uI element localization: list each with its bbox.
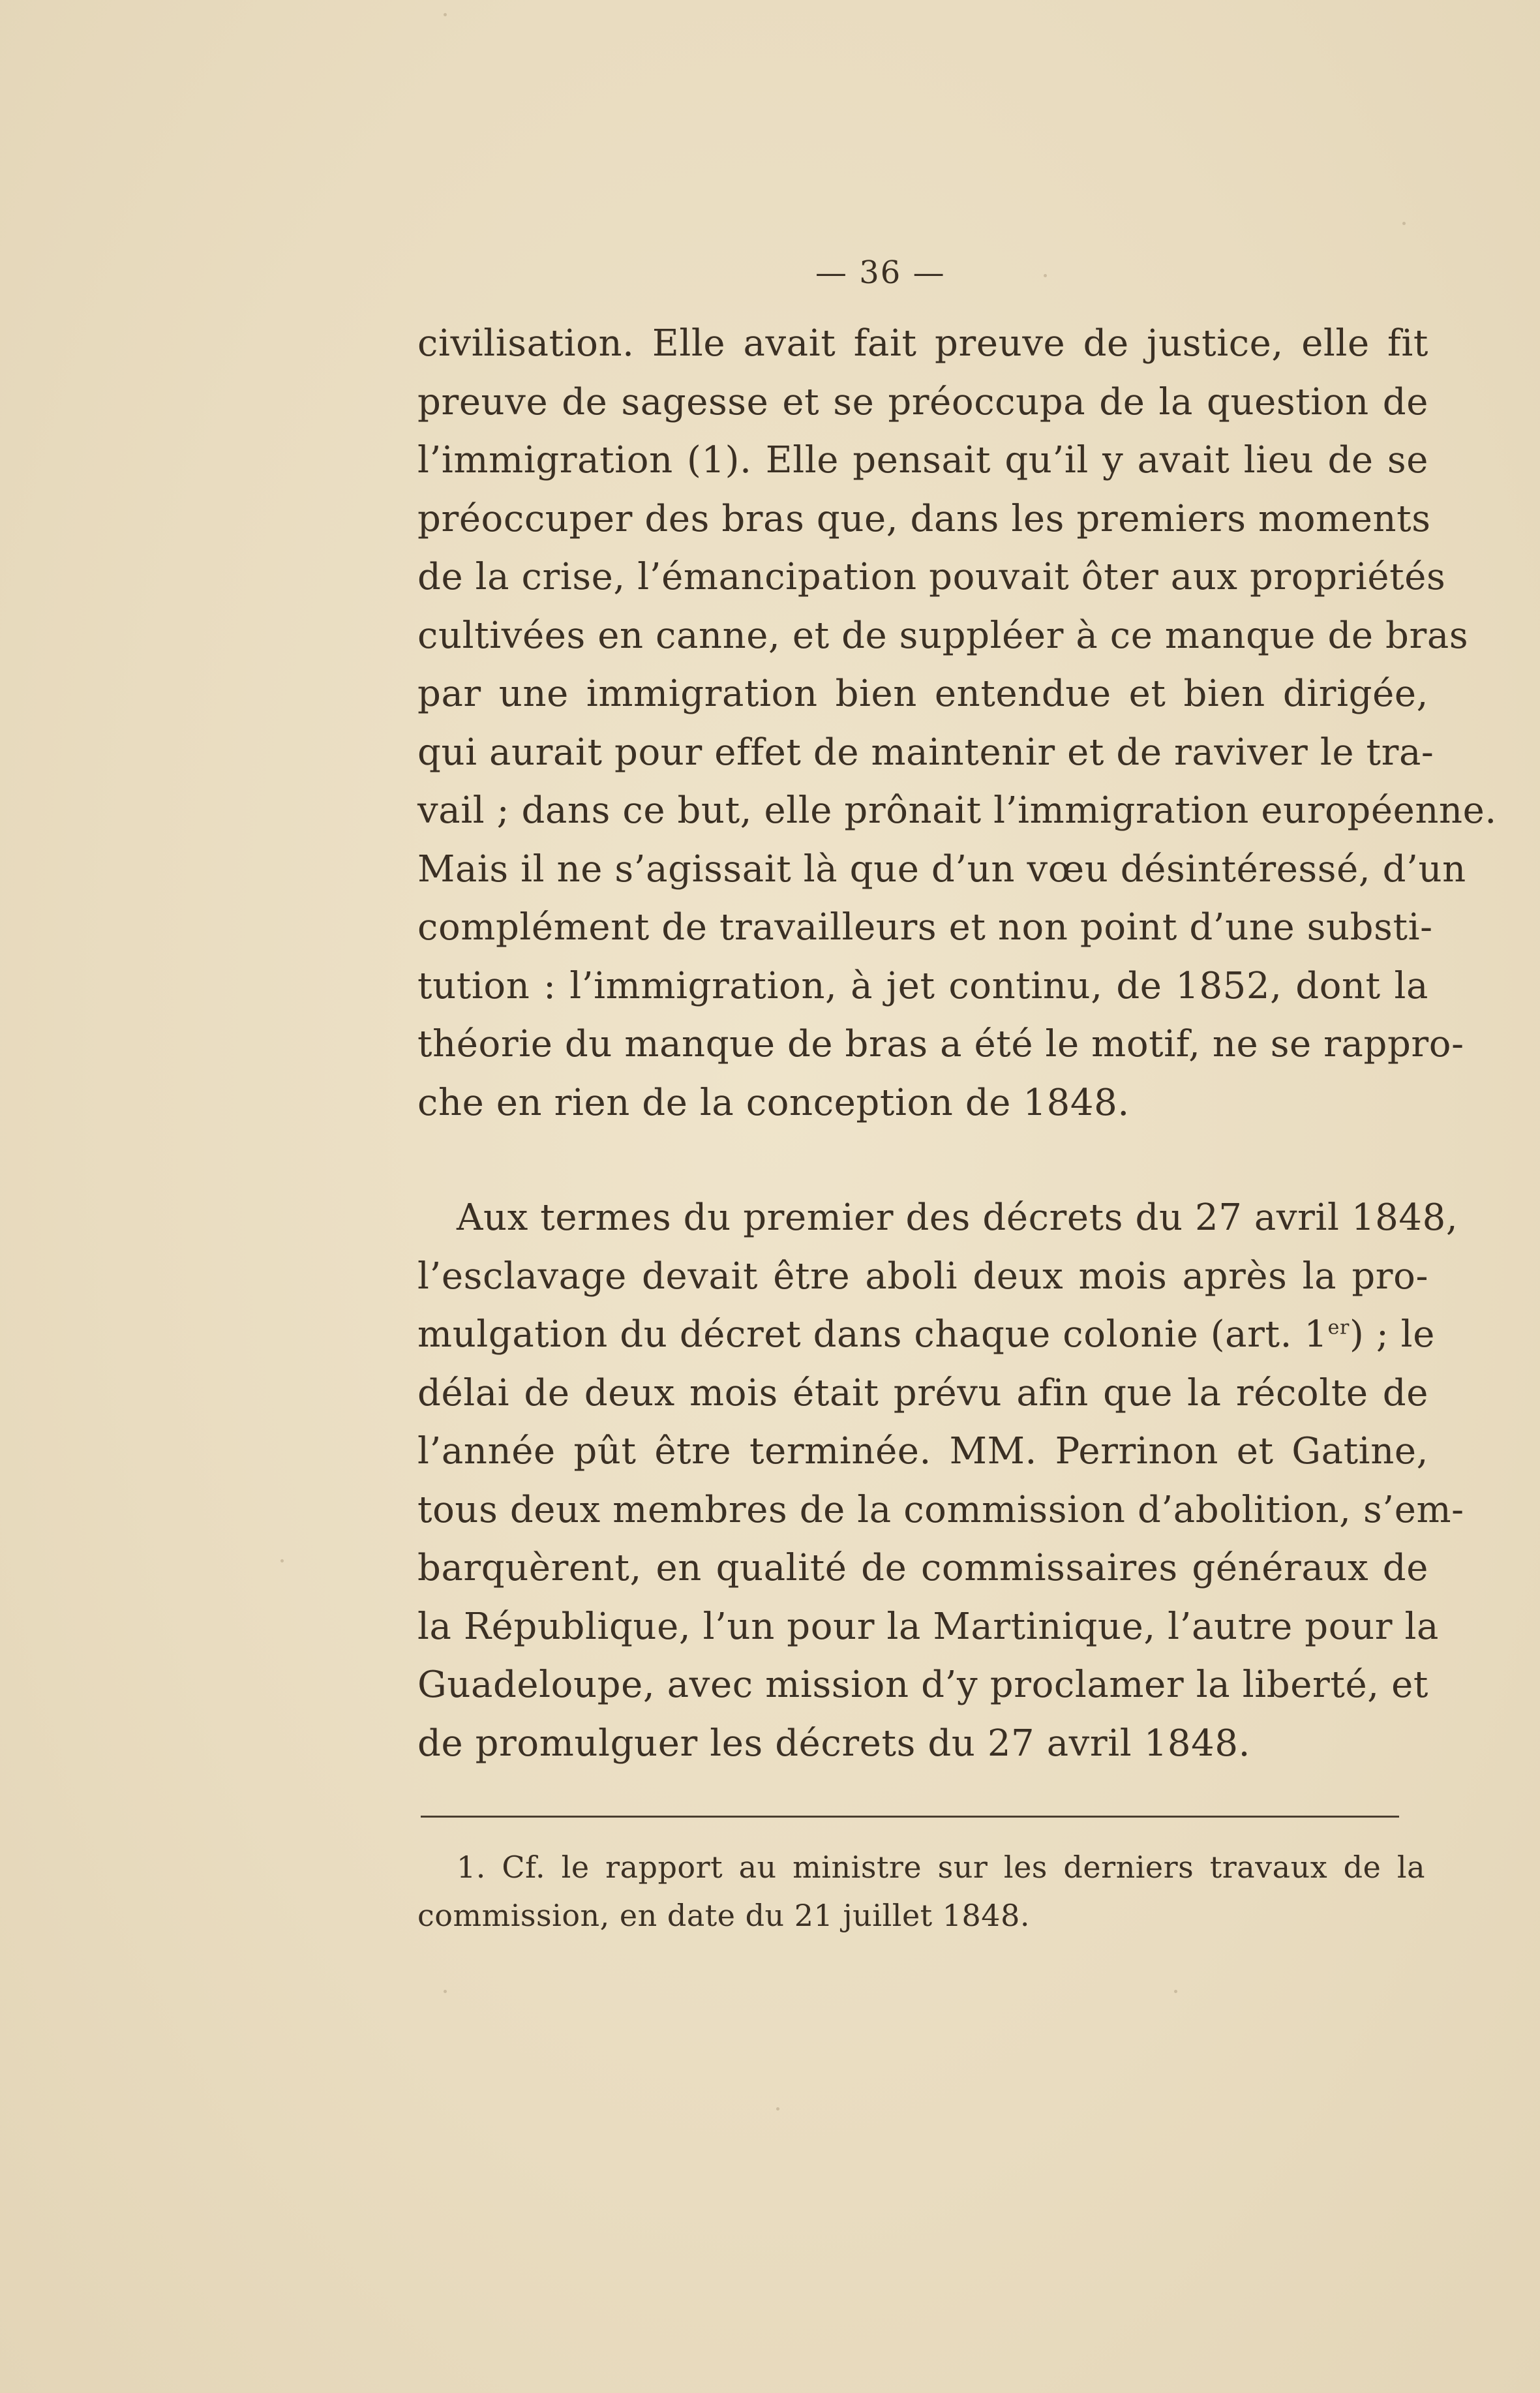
- text-line: qui aurait pour effet de maintenir et de raviver le tra-: [417, 731, 1434, 774]
- text-line: complément de travailleurs et non point d’une substi-: [417, 906, 1433, 949]
- text-line: de la crise, l’émancipation pouvait ôter aux propriétés: [417, 556, 1446, 598]
- text-line: che en rien de la conception de 1848.: [417, 1081, 1130, 1124]
- text-line: l’esclavage devait être aboli deux mois après la pro-: [417, 1255, 1428, 1298]
- text-line-end: ) ; le: [1349, 1313, 1435, 1356]
- paper-speck: [280, 1559, 284, 1562]
- paragraph-1: [417, 314, 1497, 1132]
- text-line: de promulguer les décrets du 27 avril 1848.: [417, 1722, 1251, 1765]
- text-line-with-superscript: [417, 1305, 1435, 1364]
- text-line: Aux termes du premier des décrets du 27 avril 1848,: [457, 1196, 1458, 1239]
- text-line: l’immigration (1). Elle pensait qu’il y avait lieu de se: [417, 439, 1428, 481]
- superscript: er: [1327, 1316, 1350, 1339]
- text-line: vail ; dans ce but, elle prônait l’immigration européenne.: [417, 789, 1497, 832]
- text-line: par une immigration bien entendue et bien dirigée,: [417, 673, 1428, 715]
- text-line: la République, l’un pour la Martinique, l’autre pour la: [417, 1605, 1439, 1648]
- paper-speck: [444, 1990, 447, 1993]
- footnote: [417, 1843, 1425, 1940]
- text-line: l’année pût être terminée. MM. Perrinon et Gatine,: [417, 1430, 1428, 1472]
- text-line-start: mulgation du décret dans chaque colonie (art. 1: [417, 1313, 1328, 1356]
- text-line: Guadeloupe, avec mission d’y proclamer la liberté, et: [417, 1664, 1428, 1706]
- footnote-divider: [421, 1816, 1399, 1818]
- text-line: délai de deux mois était prévu afin que la récolte de: [417, 1371, 1428, 1414]
- text-line: cultivées en canne, et de suppléer à ce manque de bras: [417, 614, 1469, 657]
- text-line: civilisation. Elle avait fait preuve de justice, elle fit: [417, 322, 1428, 365]
- text-line: théorie du manque de bras a été le motif, ne se rappro-: [417, 1023, 1464, 1065]
- paragraph-2: [417, 1189, 1464, 1773]
- page-number: — 36 —: [815, 254, 946, 291]
- paper-speck: [1044, 274, 1047, 277]
- paper-speck: [776, 2107, 779, 2111]
- paper-speck: [1402, 222, 1406, 225]
- text-line: tution : l’immigration, à jet continu, de 1852, dont la: [417, 964, 1428, 1007]
- paper-speck: [444, 13, 447, 16]
- text-line: preuve de sagesse et se préoccupa de la question de: [417, 380, 1428, 423]
- text-line: barquèrent, en qualité de commissaires généraux de: [417, 1547, 1428, 1589]
- text-line: tous deux membres de la commission d’abolition, s’em-: [417, 1488, 1464, 1531]
- paper-speck: [1174, 1990, 1177, 1993]
- footnote-line: commission, en date du 21 juillet 1848.: [417, 1898, 1030, 1933]
- text-line: préoccuper des bras que, dans les premiers moments: [417, 497, 1431, 540]
- text-line: Mais il ne s’agissait là que d’un vœu désintéressé, d’un: [417, 847, 1466, 891]
- footnote-line: 1. Cf. le rapport au ministre sur les derniers travaux de la: [457, 1850, 1425, 1885]
